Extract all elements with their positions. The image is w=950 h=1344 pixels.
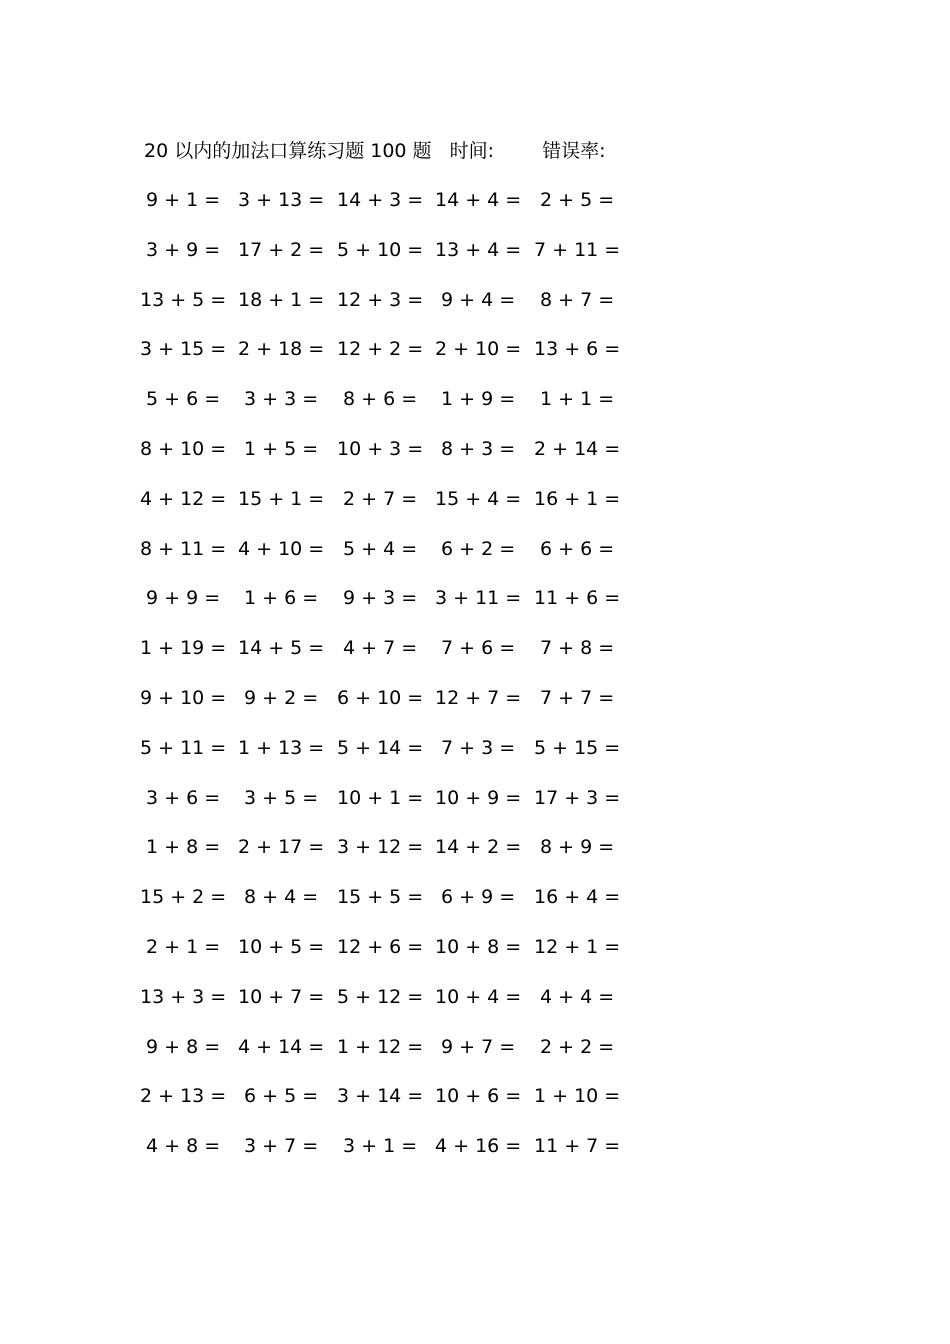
problem-cell: 15 + 2 = [140,886,227,909]
problem-row [0,633,950,683]
problem-row [0,1131,950,1181]
problem-cell: 5 + 6 = [146,388,221,411]
problem-cell: 10 + 8 = [435,935,522,958]
problem-cell: 18 + 1 = [238,288,325,311]
problem-cell: 4 + 10 = [238,537,325,560]
problem-row [0,185,950,235]
problem-row [0,932,950,982]
problem-cell: 13 + 5 = [140,288,227,311]
problem-cell: 3 + 3 = [244,388,319,411]
worksheet-header [144,136,605,166]
problem-cell: 9 + 8 = [146,1035,221,1058]
problem-cell: 8 + 7 = [540,288,615,311]
problem-cell: 12 + 3 = [337,288,424,311]
problem-cell: 5 + 11 = [140,736,227,759]
problem-cell: 11 + 7 = [534,1135,621,1158]
problem-cell: 13 + 6 = [534,338,621,361]
problem-cell: 5 + 12 = [337,985,424,1008]
problem-cell: 1 + 9 = [441,388,516,411]
problem-cell: 9 + 7 = [441,1035,516,1058]
problem-cell: 10 + 3 = [337,437,424,460]
problem-row [0,285,950,335]
problem-cell: 6 + 2 = [441,537,516,560]
problem-row [0,484,950,534]
problem-cell: 14 + 2 = [435,836,522,859]
problem-row [0,334,950,384]
problem-row [0,683,950,733]
problem-cell: 6 + 5 = [244,1085,319,1108]
problem-cell: 14 + 4 = [435,189,522,211]
problem-cell: 8 + 3 = [441,437,516,460]
problem-cell: 5 + 15 = [534,736,621,759]
problem-cell: 1 + 6 = [244,587,319,610]
problem-cell: 3 + 13 = [238,189,325,211]
problem-row [0,1081,950,1131]
problem-cell: 17 + 3 = [534,786,621,809]
problem-cell: 1 + 13 = [238,736,325,759]
problem-cell: 2 + 17 = [238,836,325,859]
problem-cell: 11 + 6 = [534,587,621,610]
problem-cell: 8 + 10 = [140,437,227,460]
problem-cell: 2 + 10 = [435,338,522,361]
problem-cell: 4 + 14 = [238,1035,325,1058]
problem-cell: 16 + 1 = [534,487,621,510]
problem-cell: 12 + 6 = [337,935,424,958]
problem-cell: 13 + 4 = [435,238,522,261]
problem-cell: 1 + 12 = [337,1035,424,1058]
time-label: 时间: [449,140,495,162]
problem-cell: 10 + 9 = [435,786,522,809]
problem-cell: 14 + 3 = [337,189,424,211]
problem-cell: 4 + 8 = [146,1135,221,1158]
problem-cell: 7 + 7 = [540,686,615,709]
problem-cell: 9 + 4 = [441,288,516,311]
problem-cell: 3 + 14 = [337,1085,424,1108]
problem-cell: 12 + 2 = [337,338,424,361]
problem-cell: 1 + 10 = [534,1085,621,1108]
problem-cell: 10 + 4 = [435,985,522,1008]
problem-row [0,534,950,584]
problem-cell: 15 + 5 = [337,886,424,909]
problem-grid [0,185,950,1181]
problem-row [0,235,950,285]
problem-cell: 6 + 6 = [540,537,615,560]
problem-cell: 9 + 1 = [146,189,221,211]
problem-cell: 4 + 4 = [540,985,615,1008]
problem-cell: 15 + 1 = [238,487,325,510]
problem-cell: 5 + 4 = [343,537,418,560]
problem-cell: 1 + 1 = [540,388,615,411]
problem-cell: 14 + 5 = [238,637,325,660]
problem-cell: 3 + 15 = [140,338,227,361]
problem-cell: 8 + 11 = [140,537,227,560]
problem-cell: 3 + 9 = [146,238,221,261]
problem-cell: 3 + 1 = [343,1135,418,1158]
problem-cell: 7 + 6 = [441,637,516,660]
problem-cell: 2 + 13 = [140,1085,227,1108]
problem-cell: 2 + 18 = [238,338,325,361]
problem-cell: 12 + 7 = [435,686,522,709]
problem-row [0,882,950,932]
problem-cell: 2 + 7 = [343,487,418,510]
problem-cell: 10 + 6 = [435,1085,522,1108]
error-rate-label: 错误率: [542,140,606,162]
problem-row [0,733,950,783]
problem-row [0,1032,950,1082]
problem-cell: 1 + 19 = [140,637,227,660]
problem-cell: 2 + 2 = [540,1035,615,1058]
problem-cell: 1 + 5 = [244,437,319,460]
problem-cell: 2 + 14 = [534,437,621,460]
problem-cell: 7 + 3 = [441,736,516,759]
problem-cell: 8 + 9 = [540,836,615,859]
problem-cell: 10 + 7 = [238,985,325,1008]
problem-cell: 7 + 8 = [540,637,615,660]
problem-cell: 4 + 12 = [140,487,227,510]
problem-cell: 7 + 11 = [534,238,621,261]
problem-cell: 4 + 16 = [435,1135,522,1158]
problem-cell: 6 + 9 = [441,886,516,909]
problem-cell: 5 + 14 = [337,736,424,759]
problem-cell: 9 + 10 = [140,686,227,709]
problem-cell: 2 + 5 = [540,189,615,211]
problem-cell: 3 + 12 = [337,836,424,859]
problem-cell: 16 + 4 = [534,886,621,909]
problem-cell: 9 + 2 = [244,686,319,709]
problem-row [0,783,950,833]
problem-row [0,583,950,633]
worksheet-title: 20 以内的加法口算练习题 100 题 [144,140,432,162]
problem-cell: 6 + 10 = [337,686,424,709]
problem-cell: 12 + 1 = [534,935,621,958]
problem-row [0,434,950,484]
problem-cell: 3 + 7 = [244,1135,319,1158]
problem-cell: 10 + 5 = [238,935,325,958]
problem-row [0,982,950,1032]
problem-cell: 13 + 3 = [140,985,227,1008]
problem-cell: 8 + 4 = [244,886,319,909]
problem-row [0,832,950,882]
problem-cell: 8 + 6 = [343,388,418,411]
problem-cell: 10 + 1 = [337,786,424,809]
problem-cell: 3 + 6 = [146,786,221,809]
problem-cell: 2 + 1 = [146,935,221,958]
problem-cell: 3 + 5 = [244,786,319,809]
problem-cell: 4 + 7 = [343,637,418,660]
problem-row [0,384,950,434]
problem-cell: 1 + 8 = [146,836,221,859]
problem-cell: 17 + 2 = [238,238,325,261]
problem-cell: 3 + 11 = [435,587,522,610]
problem-cell: 15 + 4 = [435,487,522,510]
problem-cell: 9 + 3 = [343,587,418,610]
problem-cell: 5 + 10 = [337,238,424,261]
problem-cell: 9 + 9 = [146,587,221,610]
